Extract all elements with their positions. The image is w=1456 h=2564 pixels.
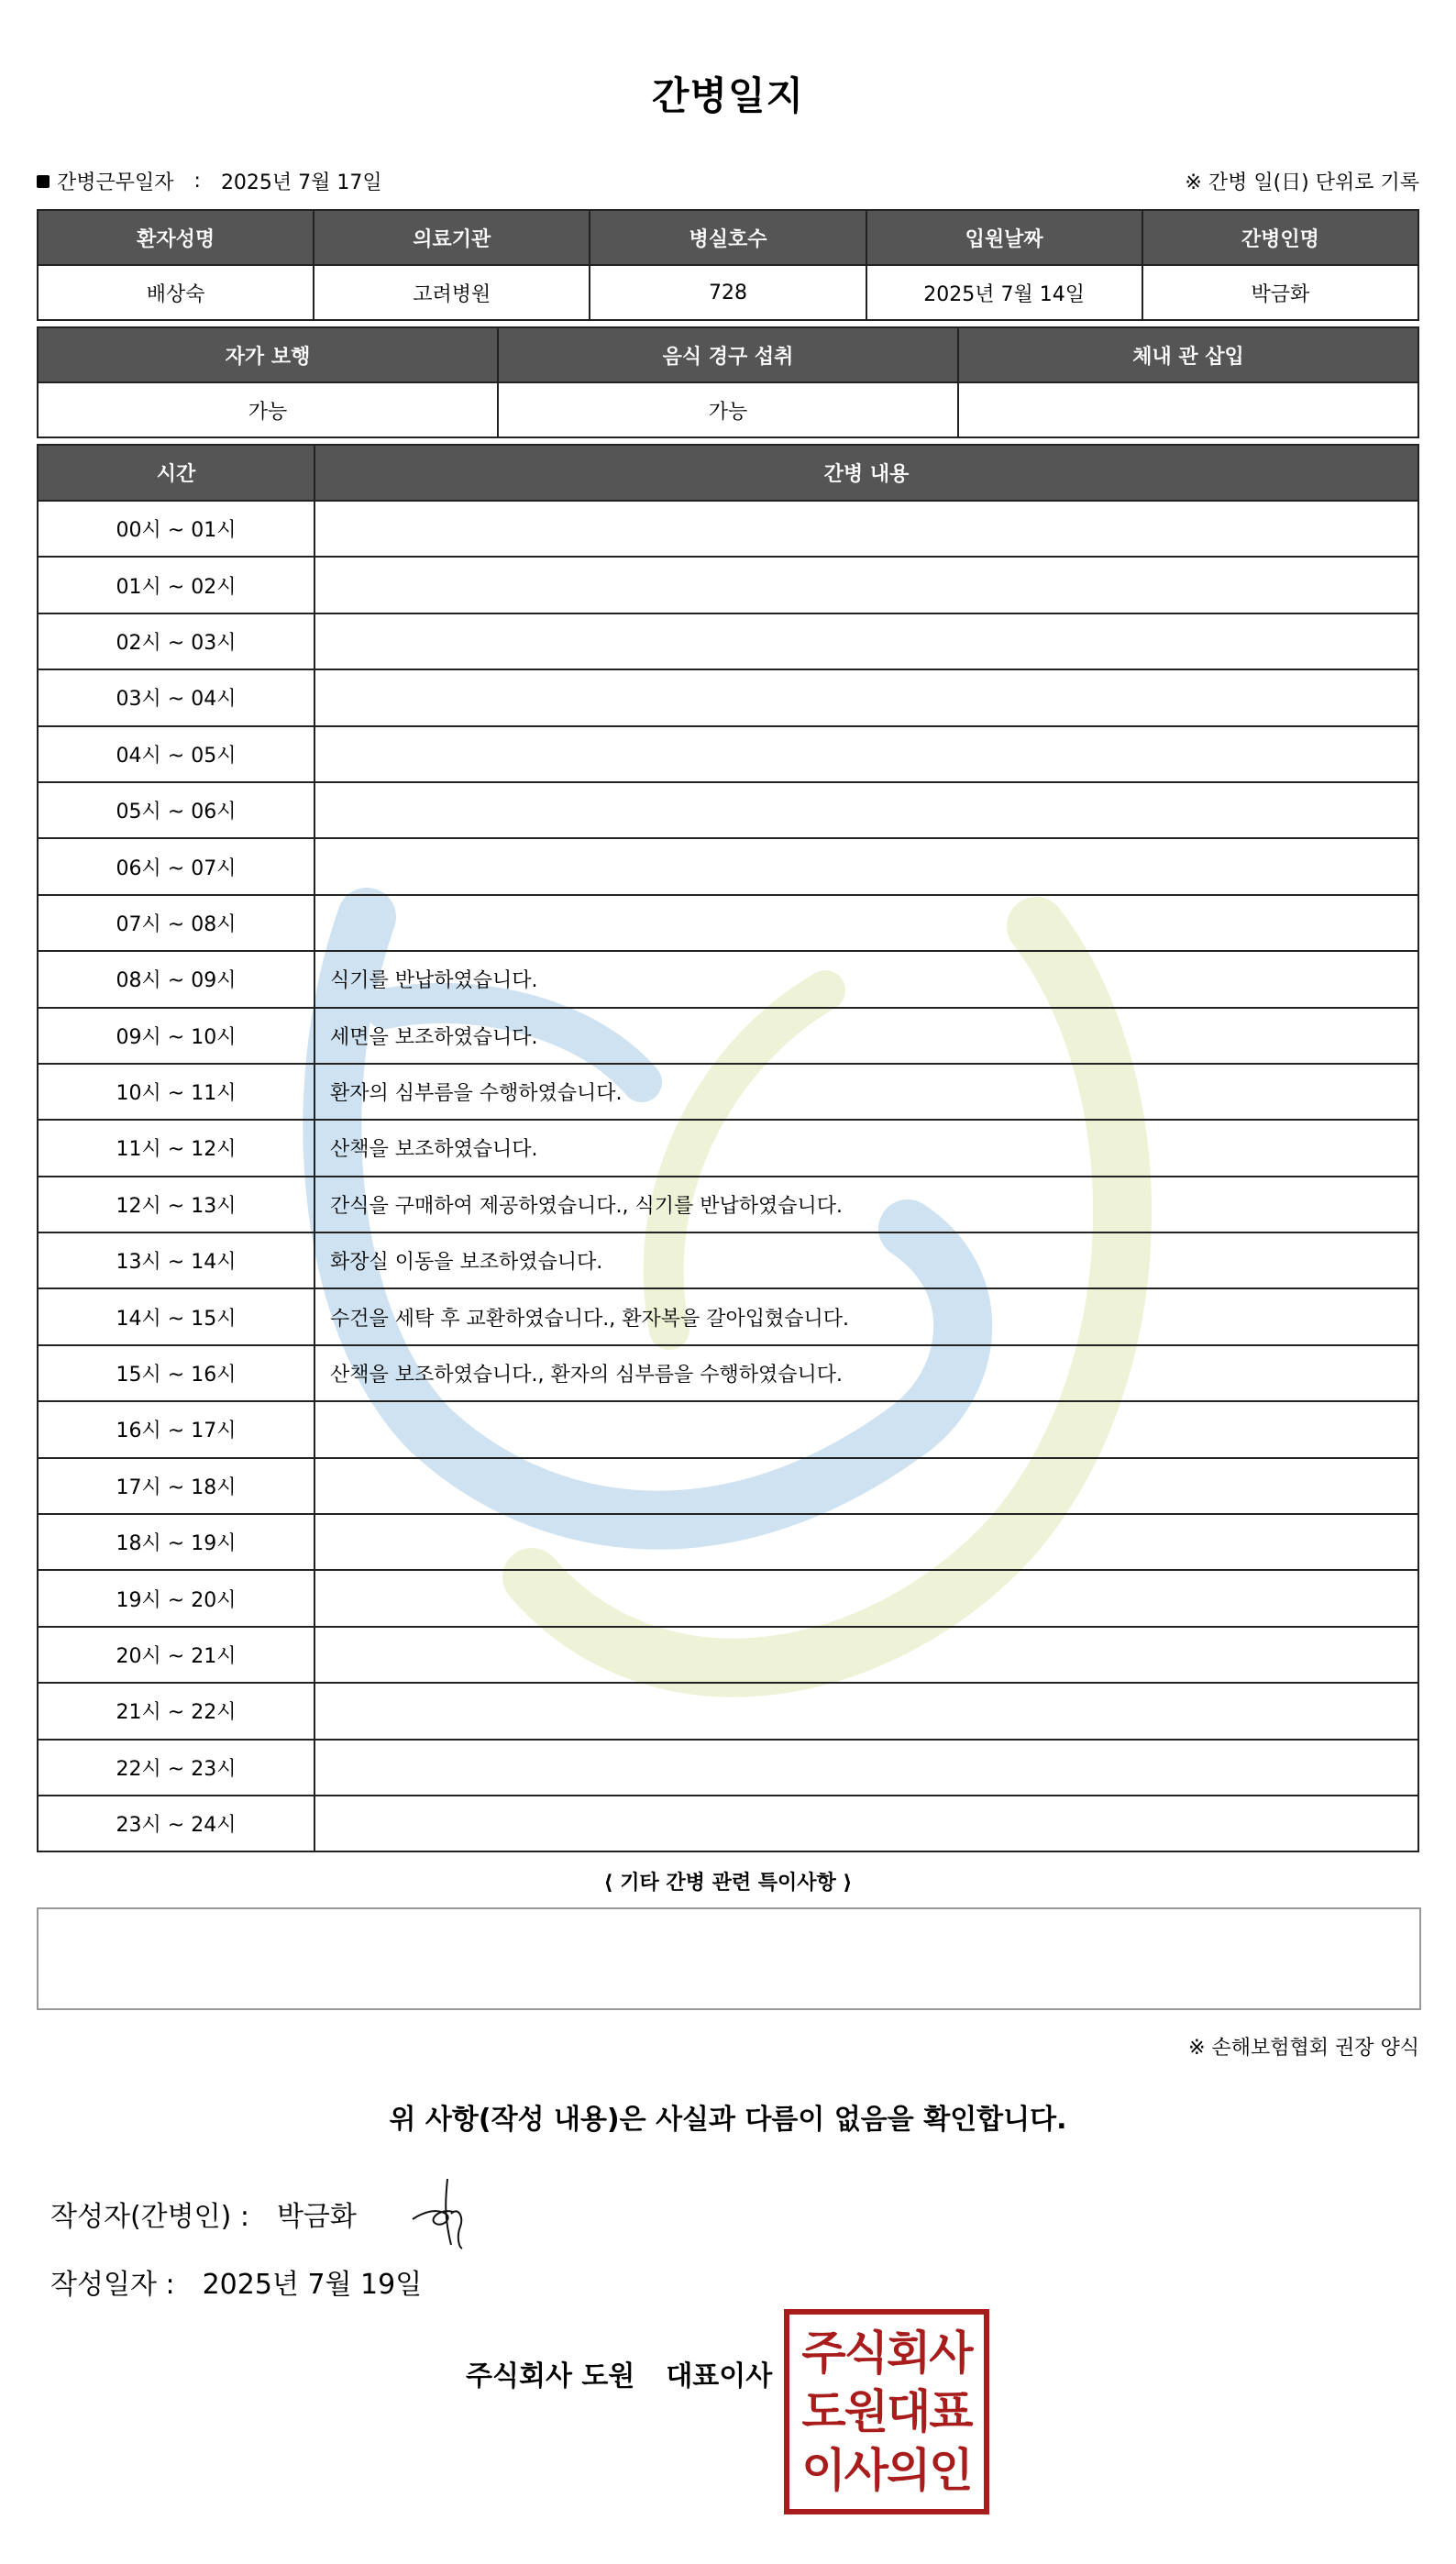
patient-info-header-row bbox=[38, 210, 1418, 265]
log-content bbox=[314, 1796, 1418, 1851]
company-seal bbox=[784, 2309, 989, 2514]
log-content bbox=[314, 1570, 1418, 1626]
header-tube-insertion: 체내 관 삽입 bbox=[958, 327, 1418, 382]
log-row bbox=[38, 1796, 1418, 1851]
log-row bbox=[38, 1683, 1418, 1739]
work-date-value: 2025년 7월 17일 bbox=[220, 171, 382, 194]
header-oral-intake: 음식 경구 섭취 bbox=[498, 327, 958, 382]
log-row bbox=[38, 1288, 1418, 1344]
record-unit-note: ※ 간병 일(日) 단위로 기록 bbox=[1185, 171, 1419, 194]
log-row bbox=[38, 782, 1418, 838]
log-content bbox=[314, 613, 1418, 669]
header-hospital: 의료기관 bbox=[314, 210, 590, 265]
caregiver-name: 박금화 bbox=[1142, 265, 1418, 320]
company-title: 대표이사 bbox=[666, 2360, 773, 2393]
log-time: 22시 ~ 23시 bbox=[38, 1740, 314, 1796]
log-content bbox=[314, 782, 1418, 838]
log-time: 05시 ~ 06시 bbox=[38, 782, 314, 838]
log-time: 01시 ~ 02시 bbox=[38, 557, 314, 613]
patient-info-table bbox=[37, 209, 1419, 321]
written-date-value: 2025년 7월 19일 bbox=[202, 2269, 423, 2301]
admission-date: 2025년 7월 14일 bbox=[866, 265, 1142, 320]
log-content: 산책을 보조하였습니다., 환자의 심부름을 수행하였습니다. bbox=[314, 1345, 1418, 1401]
log-content bbox=[314, 557, 1418, 613]
log-time: 07시 ~ 08시 bbox=[38, 895, 314, 951]
log-content: 세면을 보조하였습니다. bbox=[314, 1008, 1418, 1064]
log-row bbox=[38, 613, 1418, 669]
log-row bbox=[38, 669, 1418, 725]
log-row bbox=[38, 1177, 1418, 1232]
log-time: 20시 ~ 21시 bbox=[38, 1627, 314, 1683]
written-date-line bbox=[50, 2261, 422, 2302]
log-row bbox=[38, 1120, 1418, 1176]
log-time: 11시 ~ 12시 bbox=[38, 1120, 314, 1176]
log-row bbox=[38, 557, 1418, 613]
square-bullet-icon bbox=[37, 175, 50, 188]
confirmation-statement: 위 사항(작성 내용)은 사실과 다름이 없음을 확인합니다. bbox=[389, 2104, 1067, 2136]
log-row bbox=[38, 1008, 1418, 1064]
log-time: 16시 ~ 17시 bbox=[38, 1401, 314, 1457]
log-content: 환자의 심부름을 수행하였습니다. bbox=[314, 1064, 1418, 1120]
log-time: 04시 ~ 05시 bbox=[38, 726, 314, 782]
log-body bbox=[38, 501, 1418, 1851]
log-row bbox=[38, 1064, 1418, 1120]
tube-insertion bbox=[958, 382, 1418, 437]
writer-line bbox=[50, 2194, 357, 2234]
log-row bbox=[38, 1232, 1418, 1288]
seal-line: 도원대표 bbox=[801, 2385, 972, 2438]
company-line bbox=[466, 2353, 772, 2393]
log-content bbox=[314, 1458, 1418, 1514]
log-time: 14시 ~ 15시 bbox=[38, 1288, 314, 1344]
seal-line: 주식회사 bbox=[801, 2326, 972, 2380]
hospital: 고려병원 bbox=[314, 265, 590, 320]
log-row bbox=[38, 726, 1418, 782]
writer-name: 박금화 bbox=[276, 2201, 357, 2233]
log-row bbox=[38, 1345, 1418, 1401]
log-row bbox=[38, 1514, 1418, 1570]
header-room-number: 병실호수 bbox=[590, 210, 866, 265]
log-row bbox=[38, 501, 1418, 557]
status-value-row bbox=[38, 382, 1418, 437]
log-row bbox=[38, 1570, 1418, 1626]
log-content: 화장실 이동을 보조하였습니다. bbox=[314, 1232, 1418, 1288]
log-content: 산책을 보조하였습니다. bbox=[314, 1120, 1418, 1176]
writer-label: 작성자(간병인) : bbox=[50, 2201, 249, 2233]
written-date-label: 작성일자 : bbox=[50, 2269, 175, 2301]
log-content bbox=[314, 838, 1418, 894]
log-row bbox=[38, 1627, 1418, 1683]
log-row bbox=[38, 1740, 1418, 1796]
log-content bbox=[314, 895, 1418, 951]
log-row bbox=[38, 951, 1418, 1007]
log-time: 09시 ~ 10시 bbox=[38, 1008, 314, 1064]
log-time: 19시 ~ 20시 bbox=[38, 1570, 314, 1626]
header-patient-name: 환자성명 bbox=[38, 210, 314, 265]
signature bbox=[405, 2172, 488, 2254]
log-time: 06시 ~ 07시 bbox=[38, 838, 314, 894]
log-time: 21시 ~ 22시 bbox=[38, 1683, 314, 1739]
log-time: 23시 ~ 24시 bbox=[38, 1796, 314, 1851]
log-content: 수건을 세탁 후 교환하였습니다., 환자복을 갈아입혔습니다. bbox=[314, 1288, 1418, 1344]
work-date-label: 간병근무일자 bbox=[57, 171, 174, 194]
patient-name: 배상숙 bbox=[38, 265, 314, 320]
patient-status-table bbox=[37, 326, 1419, 438]
log-time: 10시 ~ 11시 bbox=[38, 1064, 314, 1120]
log-time: 18시 ~ 19시 bbox=[38, 1514, 314, 1570]
log-content: 식기를 반납하였습니다. bbox=[314, 951, 1418, 1007]
company-name: 주식회사 도원 bbox=[466, 2360, 635, 2393]
log-content bbox=[314, 1401, 1418, 1457]
log-content bbox=[314, 669, 1418, 725]
log-content bbox=[314, 726, 1418, 782]
header-care-content: 간병 내용 bbox=[314, 445, 1418, 501]
header-time: 시간 bbox=[38, 445, 314, 501]
log-time: 12시 ~ 13시 bbox=[38, 1177, 314, 1232]
log-time: 03시 ~ 04시 bbox=[38, 669, 314, 725]
log-time: 13시 ~ 14시 bbox=[38, 1232, 314, 1288]
log-row bbox=[38, 895, 1418, 951]
document-title: 간병일지 bbox=[651, 73, 805, 118]
log-content bbox=[314, 1683, 1418, 1739]
work-date-separator: : bbox=[193, 170, 201, 193]
log-time: 15시 ~ 16시 bbox=[38, 1345, 314, 1401]
log-content bbox=[314, 501, 1418, 557]
notes-title: ⟨ 기타 간병 관련 특이사항 ⟩ bbox=[603, 1872, 853, 1895]
self-walking: 가능 bbox=[38, 382, 498, 437]
header-admission-date: 입원날짜 bbox=[866, 210, 1142, 265]
log-row bbox=[38, 1458, 1418, 1514]
log-time: 17시 ~ 18시 bbox=[38, 1458, 314, 1514]
log-time: 08시 ~ 09시 bbox=[38, 951, 314, 1007]
header-self-walking: 자가 보행 bbox=[38, 327, 498, 382]
log-content bbox=[314, 1514, 1418, 1570]
status-header-row bbox=[38, 327, 1418, 382]
log-header-row bbox=[38, 445, 1418, 501]
log-row bbox=[38, 838, 1418, 894]
room-number: 728 bbox=[590, 265, 866, 320]
header-caregiver-name: 간병인명 bbox=[1142, 210, 1418, 265]
patient-info-value-row bbox=[38, 265, 1418, 320]
log-content bbox=[314, 1740, 1418, 1796]
log-content bbox=[314, 1627, 1418, 1683]
log-time: 00시 ~ 01시 bbox=[38, 501, 314, 557]
work-date bbox=[37, 167, 382, 195]
oral-intake: 가능 bbox=[498, 382, 958, 437]
seal-line: 이사의인 bbox=[801, 2444, 972, 2497]
hourly-care-log-table bbox=[37, 444, 1419, 1852]
log-content: 간식을 구매하여 제공하였습니다., 식기를 반납하였습니다. bbox=[314, 1177, 1418, 1232]
log-row bbox=[38, 1401, 1418, 1457]
notes-box bbox=[37, 1907, 1421, 2010]
form-source-note: ※ 손해보험협회 권장 양식 bbox=[1188, 2037, 1419, 2060]
log-time: 02시 ~ 03시 bbox=[38, 613, 314, 669]
